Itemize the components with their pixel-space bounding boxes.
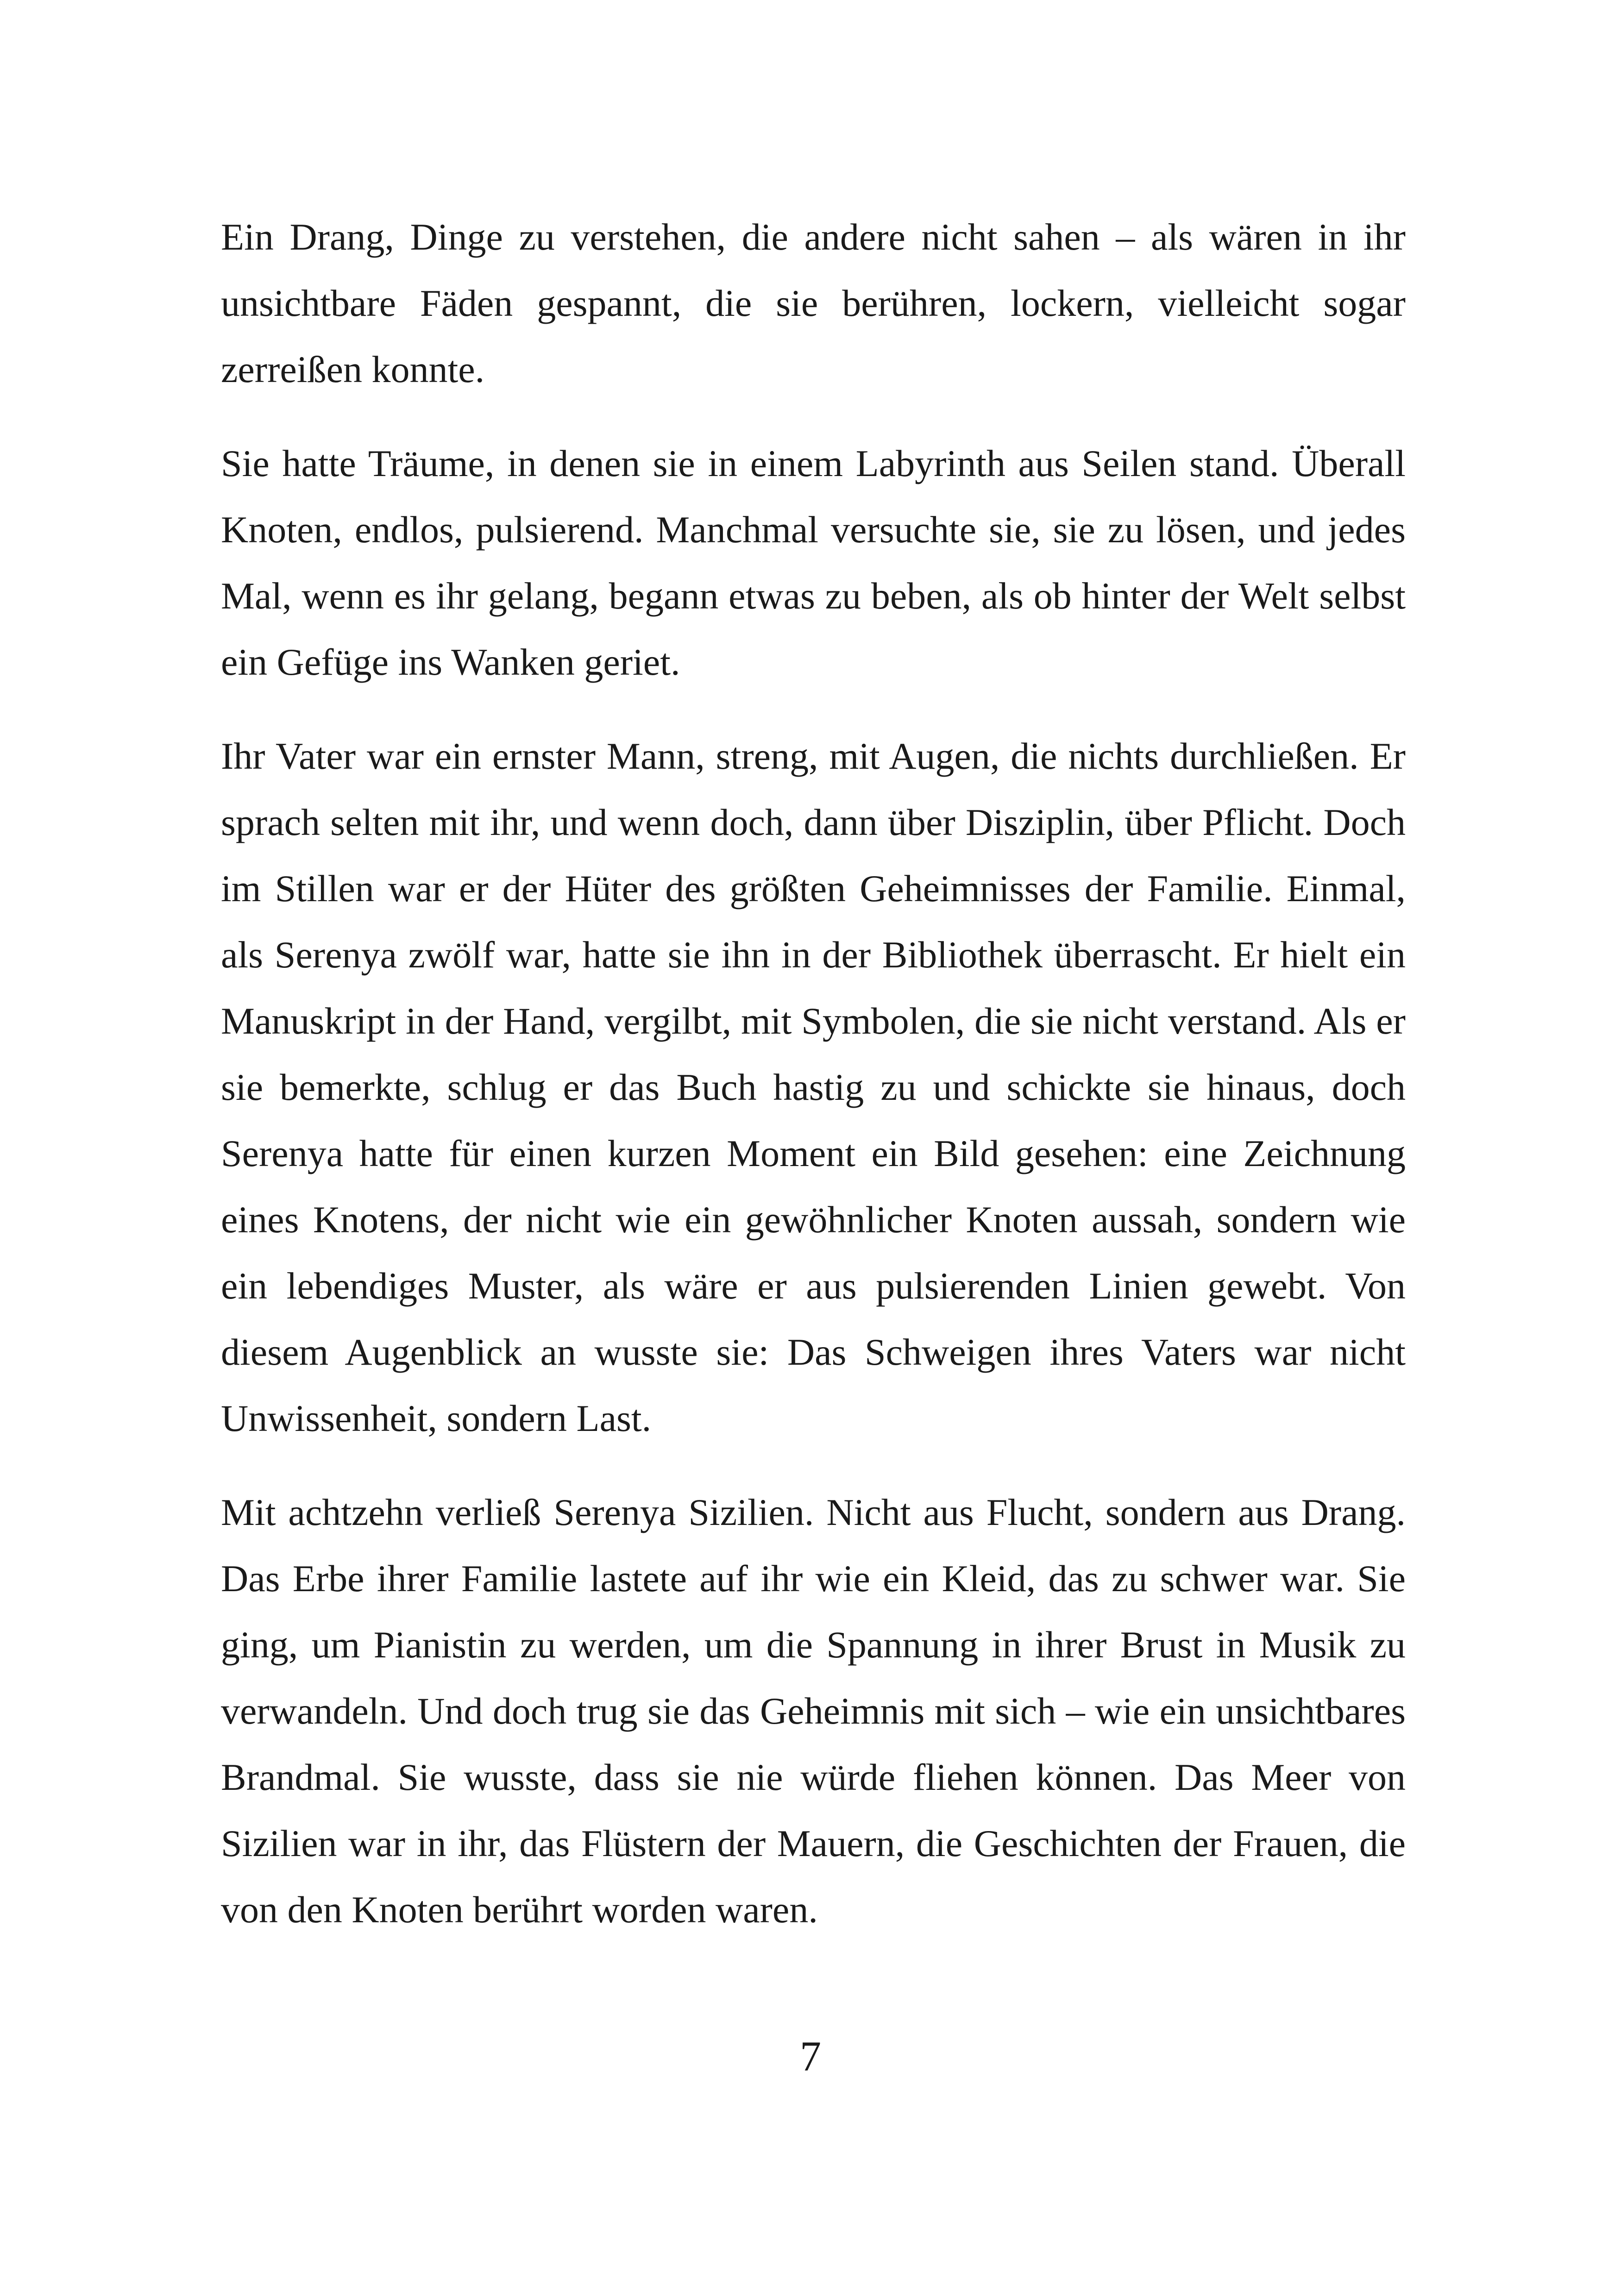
paragraph-2: Sie hatte Träume, in denen sie in einem Labyrinth aus Seilen stand. Überall Knoten, endlos, pulsierend. Manchmal versuchte sie, sie zu lösen, und jedes Mal, wenn es ihr gelang, begann etwas zu beben, als ob hinter der Welt selbst ein Gefüge ins Wanken geriet. xyxy=(221,442,1406,683)
body-text xyxy=(221,204,1406,1970)
page-number: 7 xyxy=(800,2033,821,2080)
paragraph-4: Mit achtzehn verließ Serenya Sizilien. Nicht aus Flucht, sondern aus Drang. Das Erbe ihrer Familie lastete auf ihr wie ein Kleid, das zu schwer war. Sie ging, um Pianistin zu werden, um die Spannung in ihrer Brust in Musik zu verwandeln. Und doch trug sie das Geheimnis mit sich – wie ein unsichtbares Brandmal. Sie wusste, dass sie nie würde fliehen können. Das Meer von Sizilien war in ihr, das Flüstern der Mauern, die Geschichten der Frauen, die von den Knoten berührt worden waren. xyxy=(221,1491,1406,1931)
paragraph-1: Ein Drang, Dinge zu verstehen, die andere nicht sahen – als wären in ihr unsichtbare Fäden gespannt, die sie berühren, lockern, vielleicht sogar zerreißen konnte. xyxy=(221,216,1406,390)
paragraph-3: Ihr Vater war ein ernster Mann, streng, mit Augen, die nichts durchließen. Er sprach selten mit ihr, und wenn doch, dann über Disziplin, über Pflicht. Doch im Stillen war er der Hüter des größten Geheimnisses der Familie. Einmal, als Serenya zwölf war, hatte sie ihn in der Bibliothek überrascht. Er hielt ein Manuskript in der Hand, vergilbt, mit Symbolen, die sie nicht verstand. Als er sie bemerkte, schlug er das Buch hastig zu und schickte sie hinaus, doch Serenya hatte für einen kurzen Moment ein Bild gesehen: eine Zeichnung eines Knotens, der nicht wie ein gewöhnlicher Knoten aussah, sondern wie ein lebendiges Muster, als wäre er aus pulsierenden Linien gewebt. Von diesem Augenblick an wusste sie: Das Schweigen ihres Vaters war nicht Unwissenheit, sondern Last. xyxy=(221,735,1406,1439)
